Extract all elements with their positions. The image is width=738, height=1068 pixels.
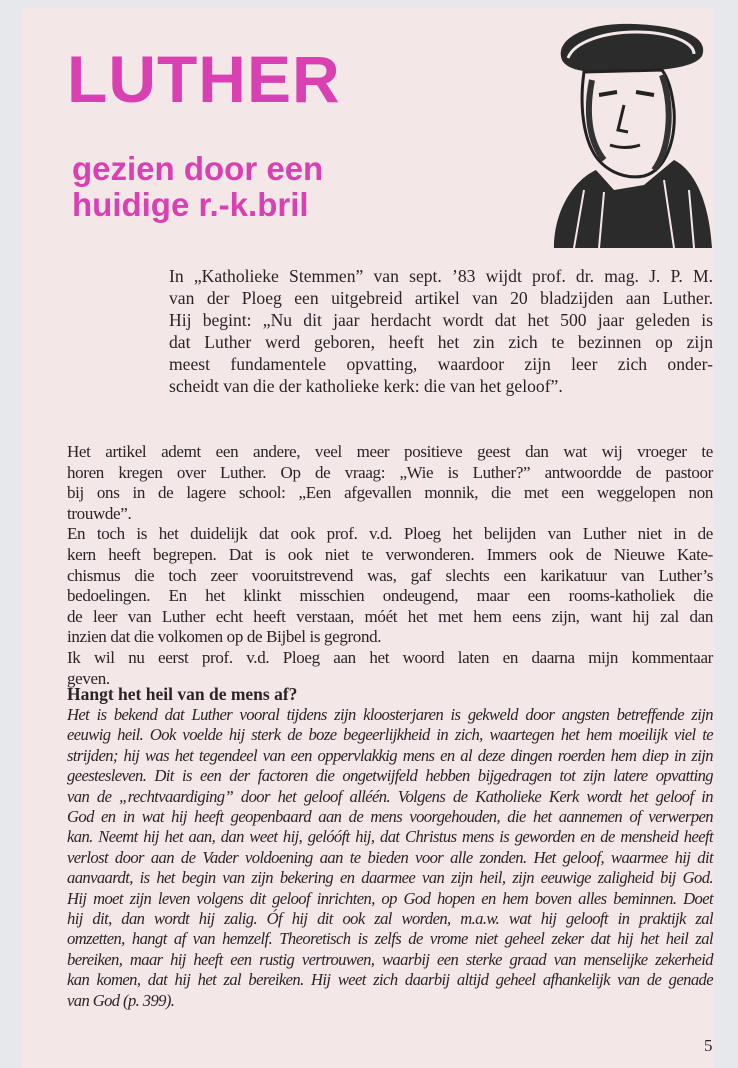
text-line: verlost door aan de Vader voldoening aan te bieden voor alle zonden. Het geloof, waarmee hij dit [67,847,713,867]
text-line: bij ons in de lagere school: „Een afgevallen monnik, die met een weggelopen non [67,483,713,503]
intro-paragraph [169,265,713,397]
subtitle-line: huidige r.-k.bril [72,186,309,223]
subtitle [72,151,323,223]
text-line: hij dit, dan wordt hij zalig. Óf hij dit ook zal worden, m.a.w. wat hij gelooft in praktijk zal [67,909,713,929]
text-line: omzetten, hangt af van hemzelf. Theoretisch is zelfs de vrome niet geheel zeker dat hij het heil zal [67,929,713,949]
page-title: LUTHER [67,42,341,116]
section-heading: Hangt het heil van de mens af? [67,684,298,704]
text-line: kan. Neemt hij het aan, dan weet hij, gelóóft hij, dat Christus mens is geworden en de mensheid heeft [67,827,713,847]
document-page [22,8,714,1068]
subtitle-line: gezien door een [72,150,324,187]
text-line: van der Ploeg een uitgebreid artikel van 20 bladzijden aan Luther. [169,288,713,308]
text-line: Ik wil nu eerst prof. v.d. Ploeg aan het woord laten en daarna mijn kommentaar [67,647,713,667]
text-line: kan komen, dat hij het zal bereiken. Hij weet zich daarbij altijd geheel afhankelijk van de genade [67,970,713,990]
text-line: God en in wat hij heeft geopenbaard aan de mens voorgehouden, die het aannemen of verwerpen [67,807,713,827]
quoted-passage [67,705,713,1011]
text-line: strijden; hij was het tegendeel van een oppervlakkig mens en al deze dingen roerden hem diep in zijn [67,745,713,765]
text-line: Het is bekend dat Luther vooral tijdens zijn kloosterjaren is gekweld door angsten betreffende zijn [67,705,713,724]
text-line: chismus die toch zeer vooruitstrevend was, gaf slechts een karikatuur van Luther’s [67,565,713,585]
text-line: bereiken, maar hij heeft een rustig vertrouwen, waarbij een sterke graad van menselijke zekerheid [67,949,713,969]
body-text [67,442,713,689]
text-line: En toch is het duidelijk dat ook prof. v.d. Ploeg het belijden van Luther niet in de [67,524,713,544]
text-line: meest fundamentele opvatting, waardoor zijn leer zich onder- [169,354,713,374]
text-line: van de „rechtvaardiging” door het geloof alléén. Volgens de Katholieke Kerk wordt het geloof in [67,786,713,806]
page-number: 5 [704,1036,713,1055]
text-line: Hij moet zijn leven volgens dit geloof inrichten, op God hopen en hem boven alles beminnen. Doet [67,888,713,908]
luther-portrait-illustration [544,20,714,248]
text-line: aanvaardt, is het begin van zijn bekering en daarmee van zijn heil, zijn eeuwige zaligheid bij God. [67,868,713,888]
text-line: dat Luther werd geboren, heeft het zin zich te bezinnen op zijn [169,332,713,352]
text-line: geestesleven. Dit is een der factoren die ongetwijfeld hebben bijgedragen tot zijn latere opvatting [67,766,713,786]
text-line: van God (p. 399). [67,990,175,1010]
text-line: Het artikel ademt een andere, veel meer positieve geest dan wat wij vroeger te [67,442,713,461]
text-line: scheidt van die der katholieke kerk: die van het geloof”. [169,376,563,396]
text-line: geven. [67,668,110,688]
text-line: eeuwig heil. Ook voelde hij sterk de boze begeerlijkheid in zich, waartegen het hem moeilijk viel te [67,725,713,745]
text-line: Hij begint: „Nu dit jaar herdacht wordt dat het 500 jaar geleden is [169,310,713,330]
text-line: horen kregen over Luther. Op de vraag: „Wie is Luther?” antwoordde de pastoor [67,462,713,482]
text-line: In „Katholieke Stemmen” van sept. ’83 wijdt prof. dr. mag. J. P. M. [169,266,713,286]
text-line: inzien dat die volkomen op de Bijbel is gegrond. [67,627,382,647]
text-line: kern heeft begrepen. Dat is ook niet te verwonderen. Immers ook de Nieuwe Kate- [67,544,713,564]
text-line: bedoelingen. En het klinkt misschien ondeugend, maar een rooms-katholiek die [67,586,713,606]
text-line: trouwde”. [67,503,132,523]
text-line: de leer van Luther echt heeft verstaan, móét het met hem eens zijn, want hij zal dan [67,606,713,626]
